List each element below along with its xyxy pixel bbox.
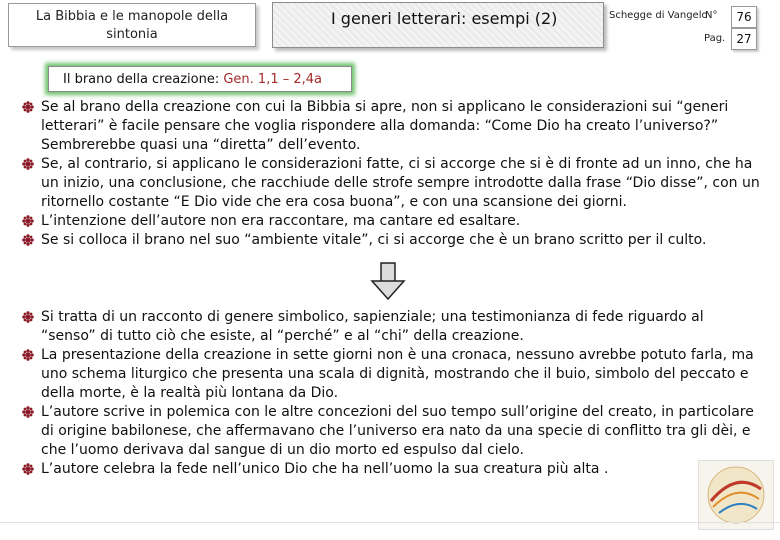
number-value: 76 (736, 10, 752, 24)
down-arrow-icon (370, 262, 406, 302)
section-label-ref: Gen. 1,1 – 2,4a (223, 72, 323, 87)
list-item (20, 460, 760, 479)
section-label-prefix: Il brano della creazione: (63, 72, 224, 87)
bullet-text: La presentazione della creazione in sette giorni non è una cronaca, nessuno avrebbe potuto farla, ma uno schema liturgico che presenta una scala di dignità, mostrando che il buio, simbolo del peccato e della morte, è la realtà più lontana da Dio. (41, 347, 754, 401)
slide-title-box (272, 2, 604, 48)
section-label (48, 66, 352, 92)
bullet-text: Se si colloca il brano nel suo “ambiente vitale”, ci si accorge che è un brano scritto per il culto. (41, 232, 707, 248)
flower-bullet-icon (22, 101, 34, 113)
bullet-text: L’autore celebra la fede nell’unico Dio che ha nell’uomo la sua creatura più alta . (41, 461, 609, 477)
flower-bullet-icon (22, 349, 34, 361)
bullet-text: L’autore scrive in polemica con le altre concezioni del suo tempo sull’origine del creato, in particolare di origine babilonese, che affermavano che l’universo era nato da una specie di conflitto tra gli dèi, e che l’uomo derivava dal sangue di un dio morto ed espulso dal cielo. (41, 404, 754, 458)
bullet-list-bottom (20, 308, 760, 479)
bullet-text: L’intenzione dell’autore non era raccontare, ma cantare ed esaltare. (41, 213, 521, 229)
list-item (20, 212, 760, 231)
list-item (20, 308, 760, 346)
list-item (20, 346, 760, 403)
bullet-text: Si tratta di un racconto di genere simbolico, sapienziale; una testimonianza di fede riguardo al “senso” di tutto ciò che esiste, al “perché” e al “chi” della creazione. (41, 309, 704, 344)
schegge-logo-icon (698, 460, 774, 530)
number-value-box (731, 6, 757, 28)
list-item (20, 403, 760, 460)
number-label: N° (705, 10, 718, 21)
series-label: Schegge di Vangelo (609, 10, 708, 21)
slide-title: I generi letterari: esempi (2) (331, 9, 558, 28)
course-title-box (8, 3, 256, 47)
flower-bullet-icon (22, 215, 34, 227)
bullet-text: Se al brano della creazione con cui la Bibbia si apre, non si applicano le considerazioni sui “generi letterari” è facile pensare che voglia rispondere alla domanda: “Come Dio ha creato l’universo?” Sembrerebbe quasi una “diretta” dell’evento. (41, 99, 729, 153)
page-value-box (731, 28, 757, 50)
bottom-divider (0, 522, 780, 523)
flower-bullet-icon (22, 463, 34, 475)
list-item (20, 98, 760, 155)
course-title: La Bibbia e le manopole della sintonia (35, 9, 229, 42)
list-item (20, 155, 760, 212)
page-value: 27 (736, 32, 752, 46)
flower-bullet-icon (22, 311, 34, 323)
bullet-text: Se, al contrario, si applicano le considerazioni fatte, ci si accorge che si è di fronte ad un inno, che ha un inizio, una conclusione, che racchiude delle strofe sempre introdotte dalla frase “Dio disse”, con un ritornello costante “E Dio vide che era cosa buona”, e con una scansione dei giorni. (41, 156, 760, 210)
bullet-list-top (20, 98, 760, 250)
flower-bullet-icon (22, 158, 34, 170)
flower-bullet-icon (22, 406, 34, 418)
flower-bullet-icon (22, 234, 34, 246)
page-label: Pag. (704, 33, 726, 44)
list-item (20, 231, 760, 250)
